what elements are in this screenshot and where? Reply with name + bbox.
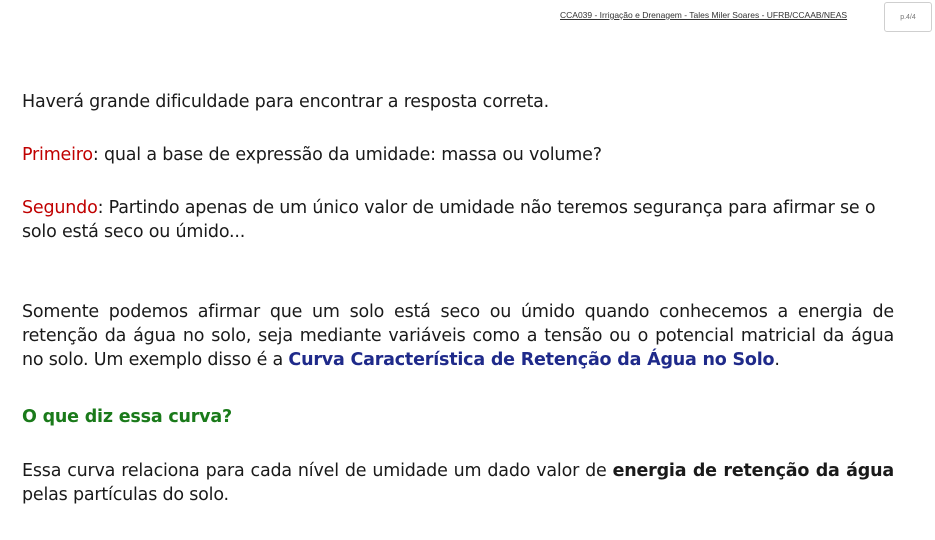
bold-energia: energia de retenção da água [612, 461, 894, 481]
paragraph-curva [22, 459, 894, 507]
text-curva-end: pelas partículas do solo. [22, 485, 229, 505]
text-segundo: : Partindo apenas de um único valor de umidade não teremos segurança para afirmar se o solo está seco ou úmido... [22, 198, 876, 242]
page-number: p.4/4 [900, 13, 916, 21]
highlight-curva: Curva Característica de Retenção da Água no Solo [288, 350, 775, 370]
question-heading: O que diz essa curva? [22, 407, 232, 427]
paragraph-segundo [22, 196, 894, 244]
label-primeiro: Primeiro [22, 145, 93, 165]
paragraph-primeiro [22, 143, 894, 167]
header-course-line: CCA039 - Irrigação e Drenagem - Tales Miler Soares - UFRB/CCAAB/NEAS [560, 10, 848, 20]
text-energia-end: . [774, 350, 780, 370]
text-primeiro: : qual a base de expressão da umidade: massa ou volume? [92, 145, 602, 165]
page-number-box [884, 2, 932, 32]
paragraph-intro: Haverá grande dificuldade para encontrar a resposta correta. [22, 92, 550, 112]
text-energia: Somente podemos afirmar que um solo está seco ou úmido quando conhecemos a energia de retenção da água no solo, seja mediante variáveis como a tensão ou o potencial matricial da água no solo. Um exemplo disso é a [22, 302, 894, 370]
text-curva: Essa curva relaciona para cada nível de umidade um dado valor de [22, 461, 613, 481]
paragraph-energia [22, 300, 894, 372]
label-segundo: Segundo [22, 198, 98, 218]
